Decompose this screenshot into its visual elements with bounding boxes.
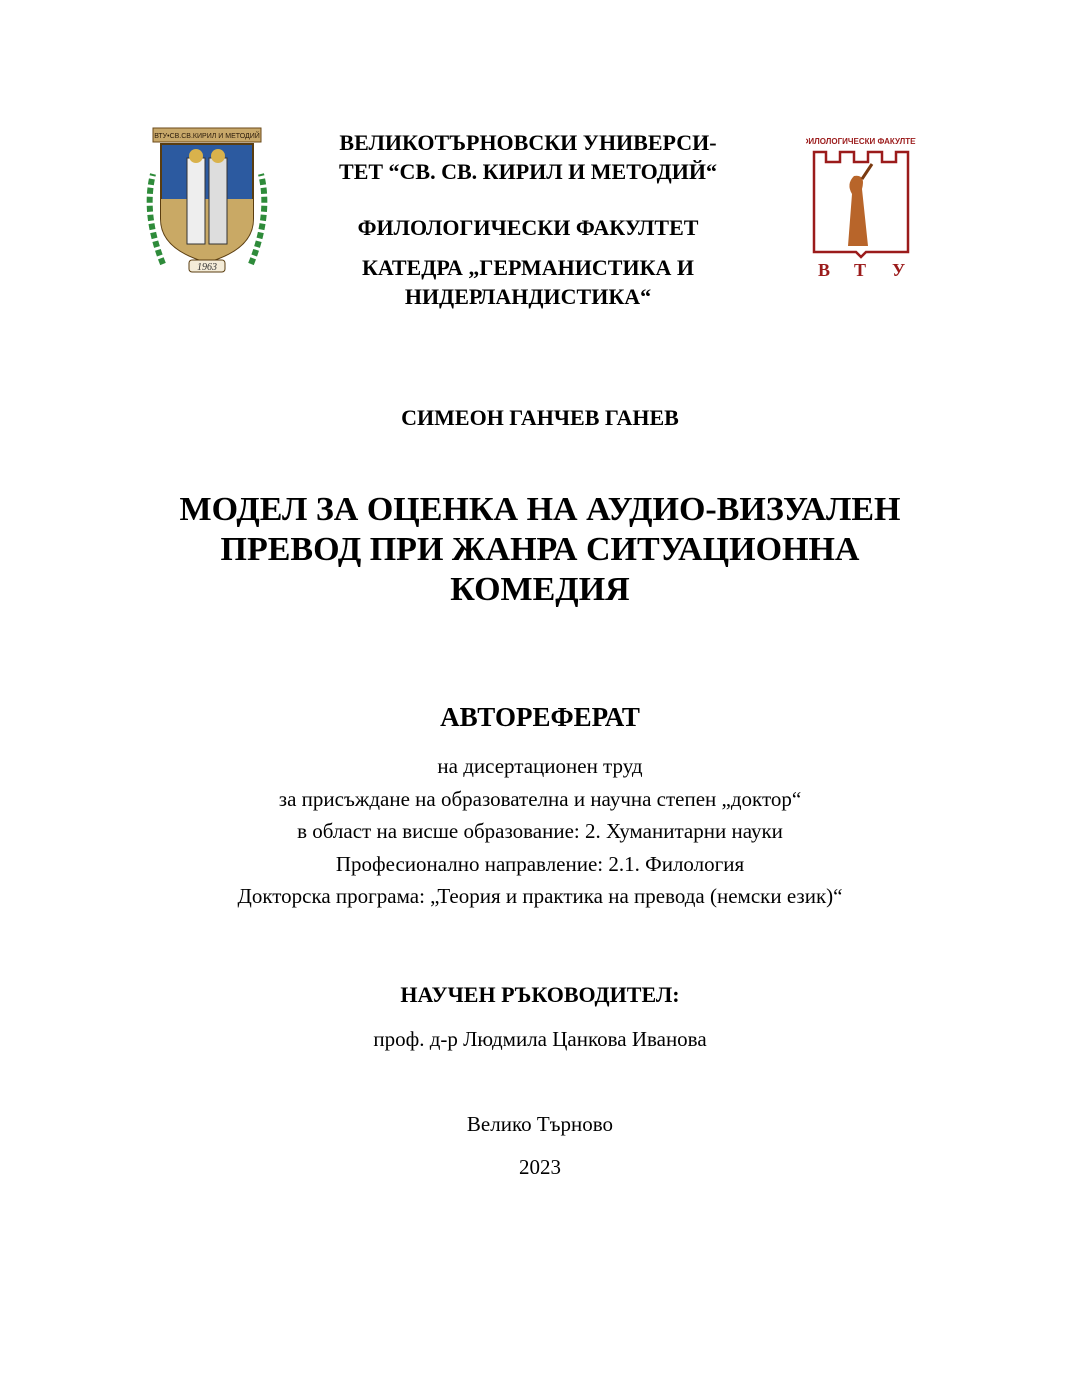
department-name — [300, 253, 756, 311]
university-seal-logo — [143, 124, 271, 276]
supervisor-name: проф. д-р Людмила Цанкова Иванова — [373, 1027, 707, 1051]
svg-text:У: У — [892, 260, 906, 279]
svg-text:Т: Т — [854, 260, 867, 279]
title-line: МОДЕЛ ЗА ОЦЕНКА НА АУДИО-ВИЗУАЛЕН — [179, 491, 901, 528]
description-line: Професионално направление: 2.1. Филология — [335, 851, 745, 876]
description-line: за присъждане на образователна и научна степен „доктор“ — [278, 786, 802, 811]
title-line: КОМЕДИЯ — [450, 571, 630, 608]
document-type: АВТОРЕФЕРАТ — [440, 702, 640, 732]
title-line: ПРЕВОД ПРИ ЖАНРА СИТУАЦИОННА — [220, 531, 860, 568]
description-line: на дисертационен труд — [437, 754, 643, 778]
university-name — [300, 128, 756, 186]
department-name-line: НИДЕРЛАНДИСТИКА“ — [404, 284, 652, 309]
place: Велико Търново — [466, 1112, 614, 1136]
description-line: в област на висше образование: 2. Хуманитарни науки — [297, 819, 783, 843]
university-name-line: ВЕЛИКОТЪРНОВСКИ УНИВЕРСИ- — [339, 130, 717, 155]
svg-text:В: В — [818, 260, 831, 279]
description-line: Докторска програма: „Теория и практика на превода (немски език)“ — [237, 884, 843, 908]
description — [0, 750, 1080, 913]
year: 2023 — [519, 1155, 561, 1179]
svg-text:1963: 1963 — [197, 262, 217, 273]
author-name: СИМЕОН ГАНЧЕВ ГАНЕВ — [401, 405, 679, 430]
supervisor-label: НАУЧЕН РЪКОВОДИТЕЛ: — [400, 982, 680, 1007]
faculty-logo — [806, 134, 916, 279]
faculty-name: ФИЛОЛОГИЧЕСКИ ФАКУЛТЕТ — [357, 215, 699, 240]
department-name-line: КАТЕДРА „ГЕРМАНИСТИКА И — [361, 255, 695, 280]
svg-text:ФИЛОЛОГИЧЕСКИ ФАКУЛТЕТ: ФИЛОЛОГИЧЕСКИ ФАКУЛТЕТ — [806, 137, 916, 146]
svg-text:ВТУ•СВ.СВ.КИРИЛ И МЕТОДИЙ: ВТУ•СВ.СВ.КИРИЛ И МЕТОДИЙ — [154, 133, 260, 140]
dissertation-title — [0, 490, 1080, 610]
university-name-line: ТЕТ “СВ. СВ. КИРИЛ И МЕТОДИЙ“ — [339, 159, 717, 184]
